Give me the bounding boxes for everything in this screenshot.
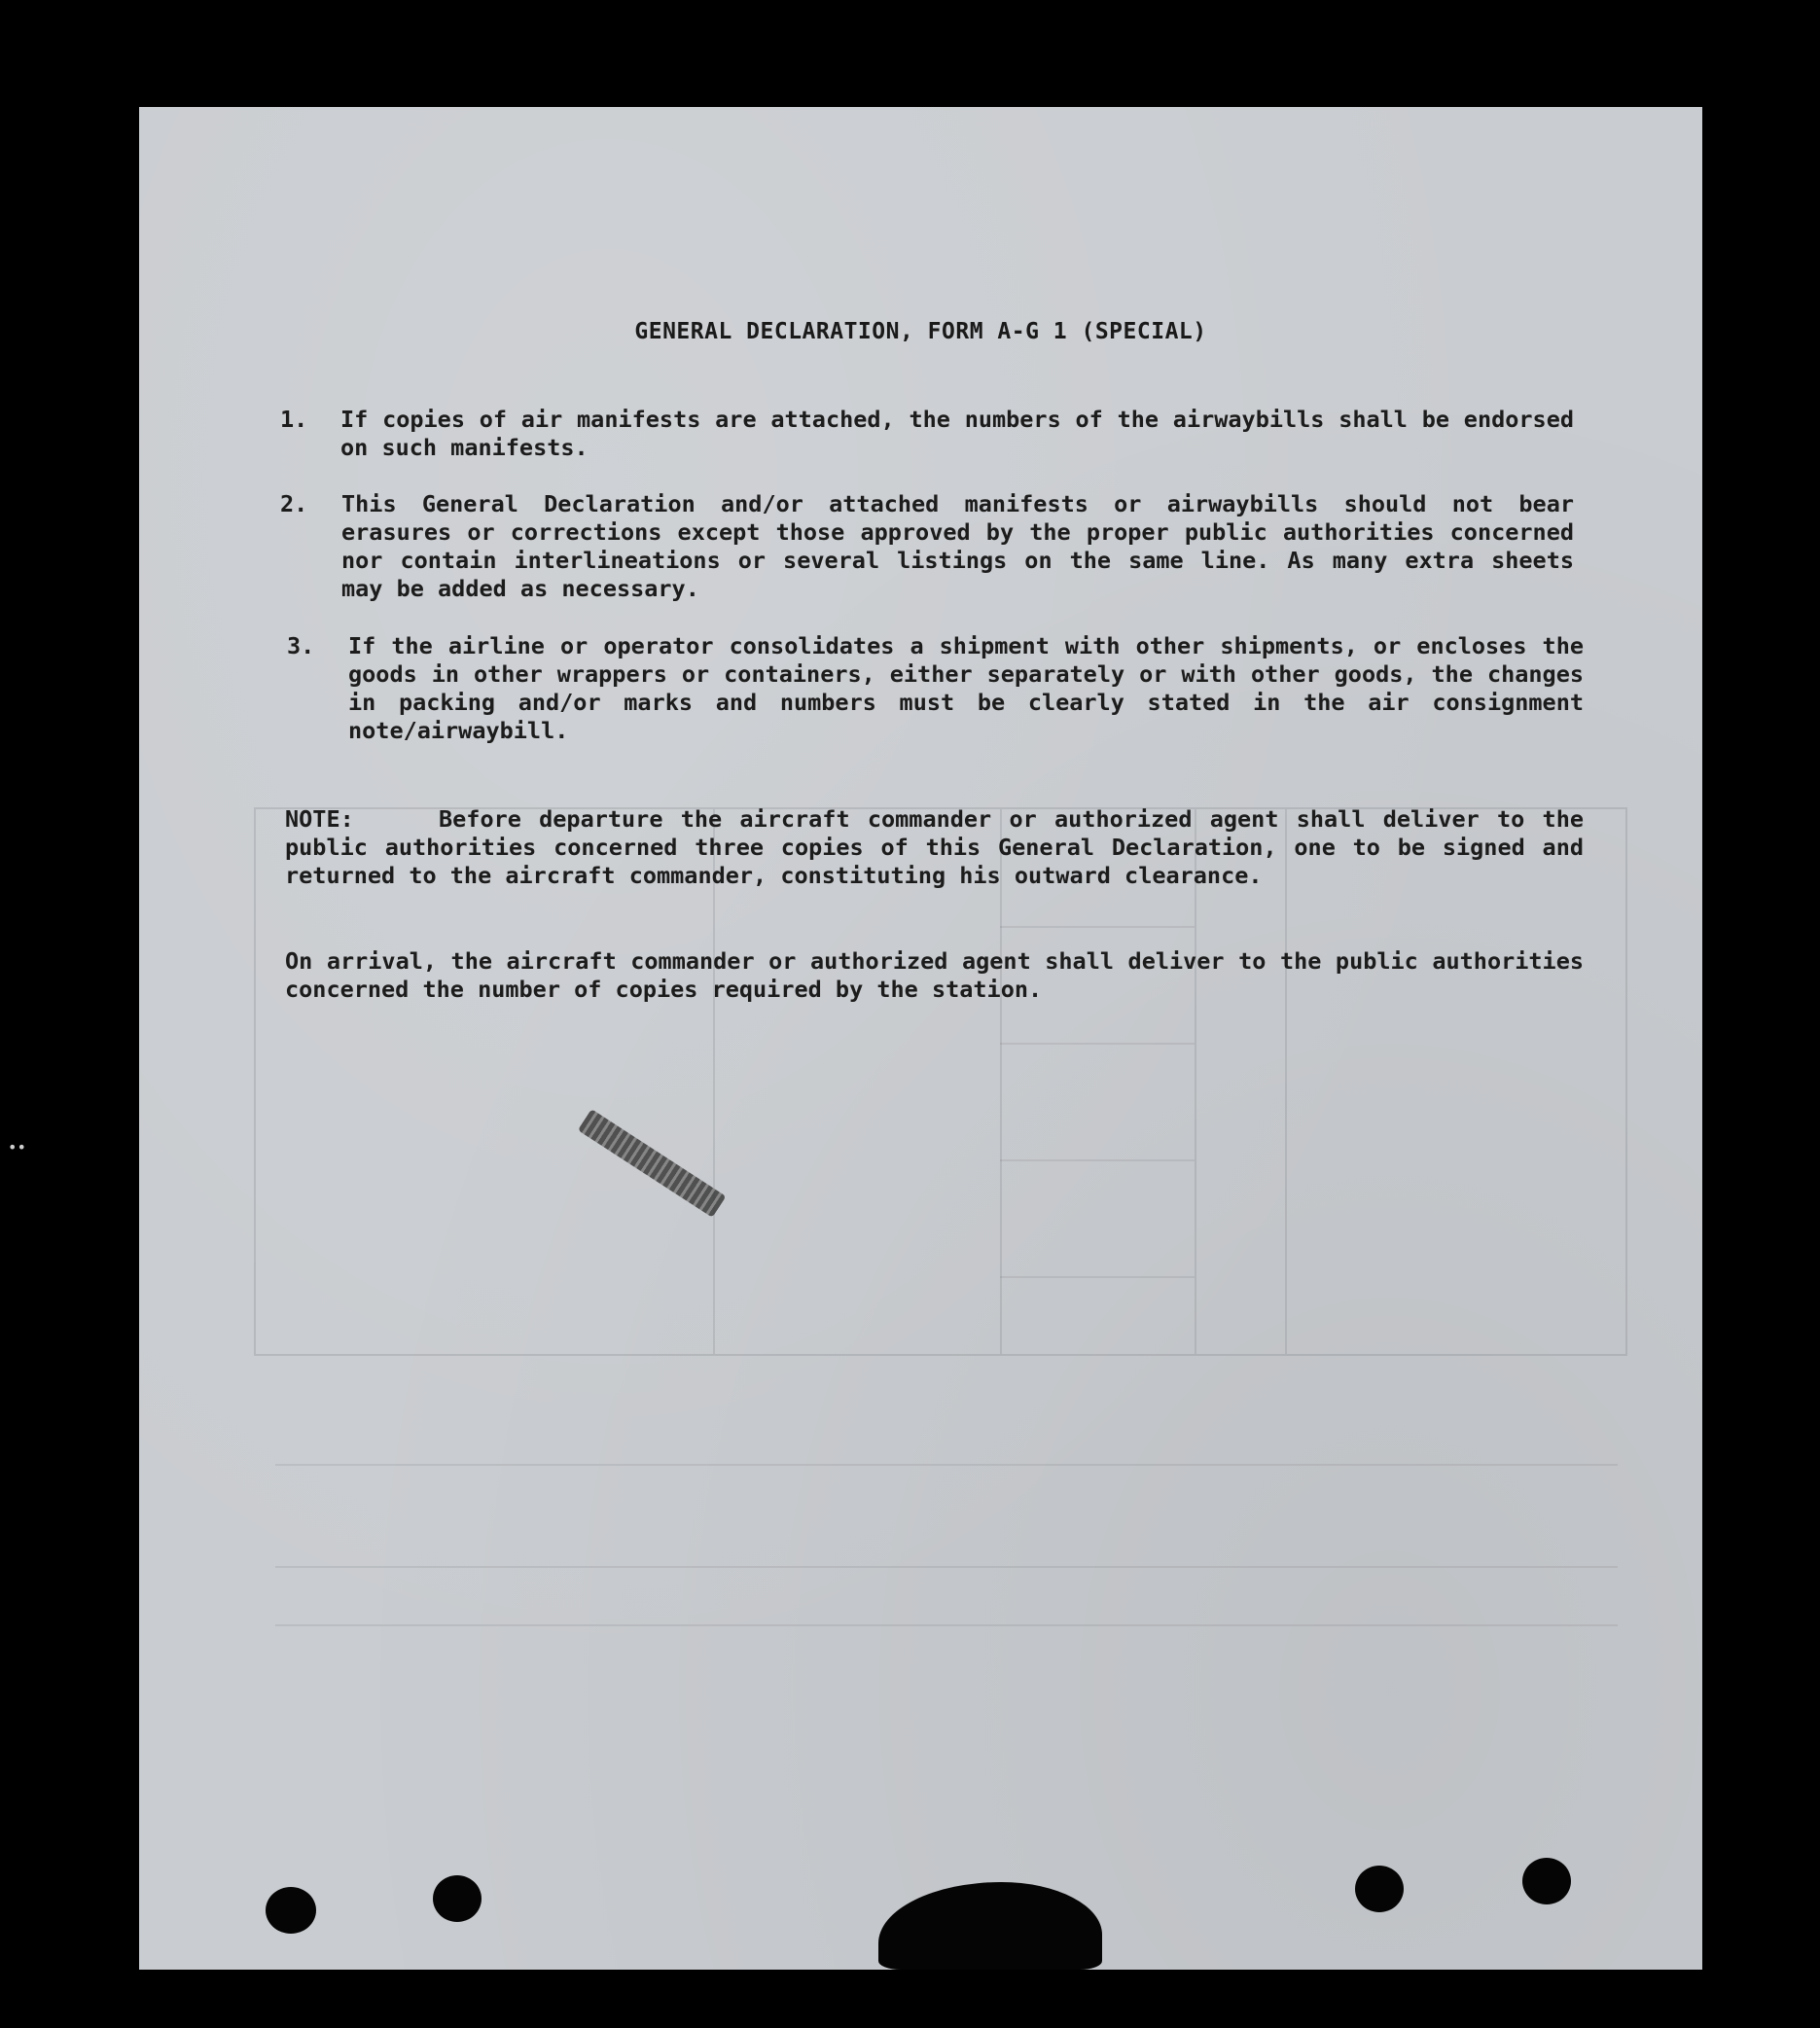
- instruction-item-1: [280, 406, 1588, 464]
- note-paragraph: [285, 805, 1584, 890]
- torn-edge: [878, 1882, 1102, 1970]
- document-title: GENERAL DECLARATION, FORM A-G 1 (SPECIAL): [634, 319, 1207, 344]
- item-text: This General Declaration and/or attached manifests or airwaybills should not bear erasures or corrections except those approved by the proper public authorities concerned nor contain interlineations or several listings on the same line. As many extra sheets may be added as necessary.: [341, 490, 1574, 602]
- bleed-row-line: [275, 1464, 1618, 1466]
- item-number: 2.: [280, 490, 308, 517]
- bleed-row-line: [1000, 1276, 1195, 1278]
- scan-edge-mark: ••: [8, 1138, 26, 1156]
- item-text: If copies of air manifests are attached, the numbers of the airwaybills shall be endorsed on such manifests.: [340, 406, 1574, 461]
- item-text: If the airline or operator consolidates a shipment with other shipments, or encloses the goods in other wrappers or containers, either separately or with other goods, the changes in packing and/or marks and numbers must be clearly stated in the air consignment note/airwaybill.: [348, 632, 1584, 744]
- note-label: NOTE:: [285, 805, 354, 833]
- bleed-row-line: [1000, 1043, 1195, 1045]
- bleed-column-line: [1195, 809, 1196, 1354]
- note-text: Before departure the aircraft commander or authorized agent shall deliver to the public authorities concerned three copies of this General Declaration, one to be signed and returned to the aircraft commander, constituting his outward clearance.: [285, 805, 1584, 889]
- punch-hole: [1522, 1858, 1571, 1904]
- item-number: 1.: [280, 406, 308, 433]
- punch-hole: [1355, 1866, 1404, 1912]
- punch-hole: [266, 1887, 316, 1934]
- bleed-row-line: [1000, 926, 1195, 928]
- item-number: 3.: [287, 632, 315, 659]
- bleed-column-line: [1000, 809, 1002, 1354]
- document-page: [139, 107, 1702, 1970]
- arrival-paragraph: On arrival, the aircraft commander or authorized agent shall deliver to the public authorities concerned the number of copies required by the station.: [285, 947, 1584, 1003]
- instruction-item-3: [287, 632, 1595, 749]
- bleed-row-line: [1000, 1159, 1195, 1161]
- instruction-item-2: [280, 490, 1588, 607]
- bleed-column-line: [713, 809, 715, 1354]
- bleed-row-line: [275, 1624, 1618, 1626]
- punch-hole: [433, 1875, 482, 1922]
- bleed-column-line: [1285, 809, 1287, 1354]
- bleed-row-line: [275, 1566, 1618, 1568]
